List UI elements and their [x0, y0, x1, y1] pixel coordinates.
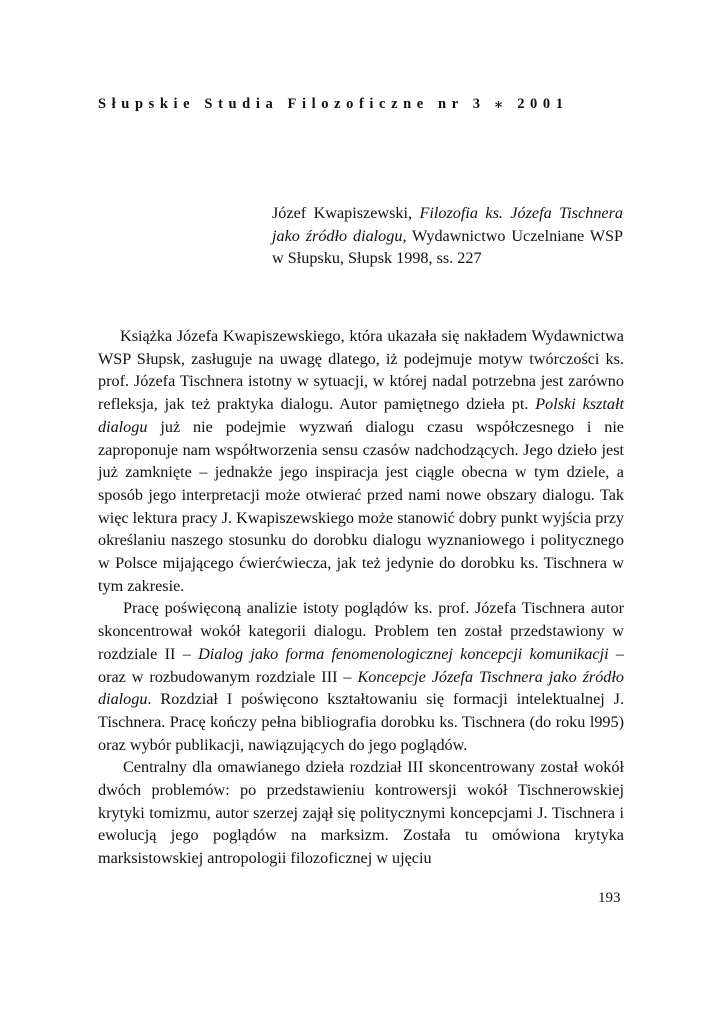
- page-number: 193: [598, 890, 621, 906]
- journal-header: Słupskie Studia Filozoficzne nr 3 ⁎ 2001: [98, 96, 569, 112]
- paragraph-1-text-a: Książka Józefa Kwapiszewskiego, która ukazała się nakładem Wydawnictwa WSP Słupsk, zasługuje na uwagę dlatego, iż podejmuje motyw twórczości ks. prof. Józefa Tischnera istotny w sytuacji, w której nadal potrzebna jest zarówno refleksja, jak też praktyka dialogu. Autor pamiętnego dzieła pt.: [98, 327, 624, 414]
- paragraph-2-text-c: – oraz w rozbudowanym rozdziale III –: [98, 644, 625, 686]
- biblio-author: Józef Kwapiszewski,: [272, 204, 420, 222]
- paragraph-3-text-a: Centralny dla omawianego dzieła rozdział III skoncentrowany został wokół dwóch problemów: po przedstawieniu kontrowersji wokół Tischnerowskiej krytyki tomizmu, autor szerzej zajął się politycznymi koncepcjami J. Tischnera i ewolucją jego poglądów na marksizm. Została tu omówiona krytyka marksistowskiej antropologii filozoficznej w ujęciu: [98, 758, 624, 868]
- bibliographic-reference: [272, 202, 623, 270]
- paragraph-3: [98, 756, 624, 870]
- paragraph-2-text-a: Pracę poświęconą analizie istoty poglądów ks. prof. Józefa Tischnera autor skoncentrował wokół kategorii dialogu. Problem ten został przedstawiony w rozdziale II –: [98, 599, 624, 663]
- review-body: [98, 325, 624, 870]
- paragraph-2-chapter-ii-title: Dialog jako forma fenomenologicznej koncepcji komunikacji: [198, 644, 609, 663]
- paragraph-1-text-c: już nie podejmie wyzwań dialogu czasu współczesnego i nie zaproponuje nam współtworzenia sensu czasów nadchodzących. Jego dzieło jest już zamknięte – jednakże jego inspiracja jest ciągle obecna w tym dziele, a sposób jego interpretacji może otwierać przed nami nowe obszary dialogu. Tak więc lektura pracy J. Kwapiszewskiego może stanowić dobry punkt wyjścia przy określaniu naszego stosunku do dorobku dialogu wyznaniowego i politycznego w Polsce mijającego ćwierćwiecza, jak też jedynie do dorobku ks. Tischnera w tym zakresie.: [98, 417, 624, 595]
- paragraph-2: [98, 597, 624, 756]
- biblio-publisher: , Wydawnictwo Uczelniane WSP w Słupsku, Słupsk 1998, ss. 227: [272, 226, 623, 268]
- paragraph-2-chapter-iii-title: Koncepcje Józefa Tischnera jako źródło dialogu: [98, 667, 624, 709]
- paragraph-1: [98, 325, 624, 597]
- paragraph-1-title-ref: Polski kształt dialogu: [98, 395, 624, 436]
- biblio-title: Filozofia ks. Józefa Tischnera jako źródło dialogu: [272, 204, 623, 245]
- paragraph-2-text-e: . Rozdział I poświęcono kształtowaniu się formacji intelektualnej J. Tischnera. Pracę kończy pełna bibliografia dorobku ks. Tischnera (do roku l995) oraz wybór publikacji, nawiązujących do jego poglądów.: [98, 690, 624, 754]
